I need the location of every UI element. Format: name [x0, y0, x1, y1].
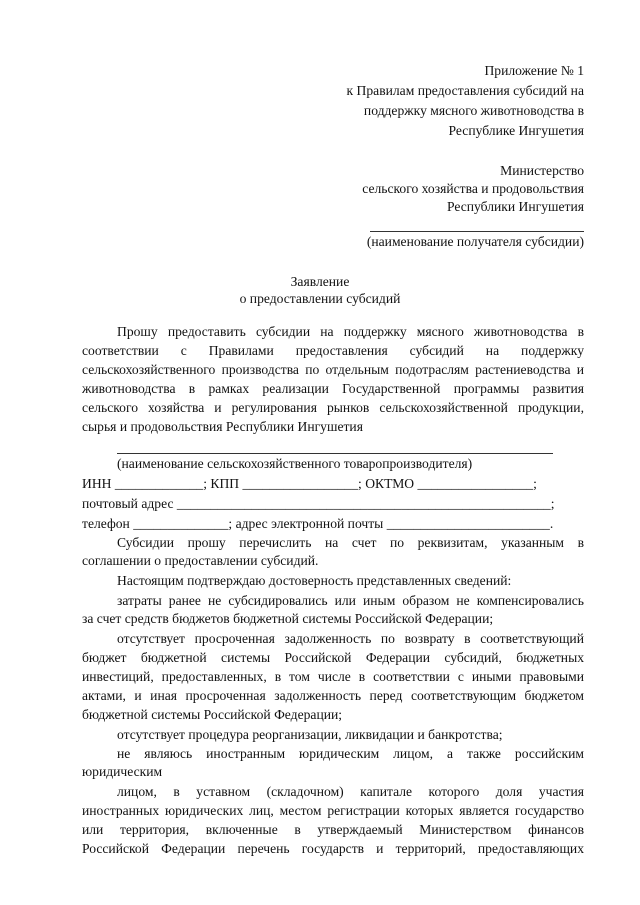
recipient-caption: (наименование получателя субсидии): [366, 234, 584, 249]
body-line: сырья и продовольствия Республики Ингушетия: [82, 419, 363, 434]
addressee-ministry: сельского хозяйства и продовольствия: [362, 181, 584, 196]
body-line: бюджетной системы Российской Федерации;: [82, 707, 343, 722]
body-line: соглашении о предоставлении субсидий.: [82, 553, 319, 568]
body-line: Прошу предоставить субсидии на поддержку мясного животноводства в: [117, 324, 584, 339]
body-line: затраты ранее не субсидировались или иным образом не компенсировались: [117, 593, 584, 608]
body-line: Российской Федерации перечень государств и территорий, предоставляющих: [82, 841, 584, 856]
appendix-reference-line: к Правилам предоставления субсидий на: [346, 83, 584, 98]
postal-address-line: почтовый адрес _______________________________________________________;: [82, 496, 555, 511]
recipient-name-blank: [370, 231, 584, 232]
body-line: сельскохозяйственного производства по отдельным подотраслям растениеводства и: [82, 362, 584, 377]
document-title: Заявление: [290, 274, 350, 289]
appendix-reference-line: поддержку мясного животноводства в: [363, 103, 584, 118]
body-line: за счет средств бюджетов бюджетной системы Российской Федерации;: [82, 611, 494, 626]
body-line: иностранных юридических лиц, местом регистрации которых является государство: [82, 803, 584, 818]
appendix-number: Приложение № 1: [484, 63, 584, 78]
appendix-reference-line: Республике Ингушетия: [448, 123, 584, 138]
body-line: отсутствует процедура реорганизации, ликвидации и банкротства;: [117, 727, 503, 742]
body-line: соответствии с Правилами предоставления субсидий на поддержку: [82, 343, 584, 358]
body-line: лицом, в уставном (складочном) капитале которого доля участия: [117, 784, 584, 799]
body-line: отсутствует просроченная задолженность по возврату в соответствующий: [117, 631, 584, 646]
body-line: сельского хозяйства и регулирования рынков сельскохозяйственной продукции,: [82, 400, 584, 415]
producer-name-blank: [117, 453, 553, 454]
body-line: актами, и иная просроченная задолженность перед соответствующим бюджетом: [82, 688, 584, 703]
body-line: животноводства в рамках реализации Государственной программы развития: [82, 381, 584, 396]
body-line: или территория, включенные в утверждаемый Министерством финансов: [82, 822, 584, 837]
body-line: юридическим: [82, 764, 163, 779]
body-line: бюджет бюджетной системы Российской Федерации субсидий, бюджетных: [82, 650, 584, 665]
phone-email-line: телефон ______________; адрес электронной почты ________________________.: [82, 516, 554, 531]
addressee-ministry: Министерство: [500, 163, 584, 178]
body-line: не являюсь иностранным юридическим лицом, а также российским: [117, 746, 584, 761]
body-line: Настоящим подтверждаю достоверность представленных сведений:: [117, 573, 512, 588]
producer-caption: (наименование сельскохозяйственного товаропроизводителя): [117, 456, 473, 471]
addressee-ministry: Республики Ингушетия: [446, 199, 584, 214]
inn-kpp-oktmo-line: ИНН _____________; КПП _________________; ОКТМО _________________;: [82, 476, 537, 491]
body-line: инвестиций, предоставленных, в том числе в соответствии с иными правовыми: [82, 669, 584, 684]
document-subtitle: о предоставлении субсидий: [239, 291, 401, 306]
body-line: Субсидии прошу перечислить на счет по реквизитам, указанным в: [117, 535, 584, 550]
